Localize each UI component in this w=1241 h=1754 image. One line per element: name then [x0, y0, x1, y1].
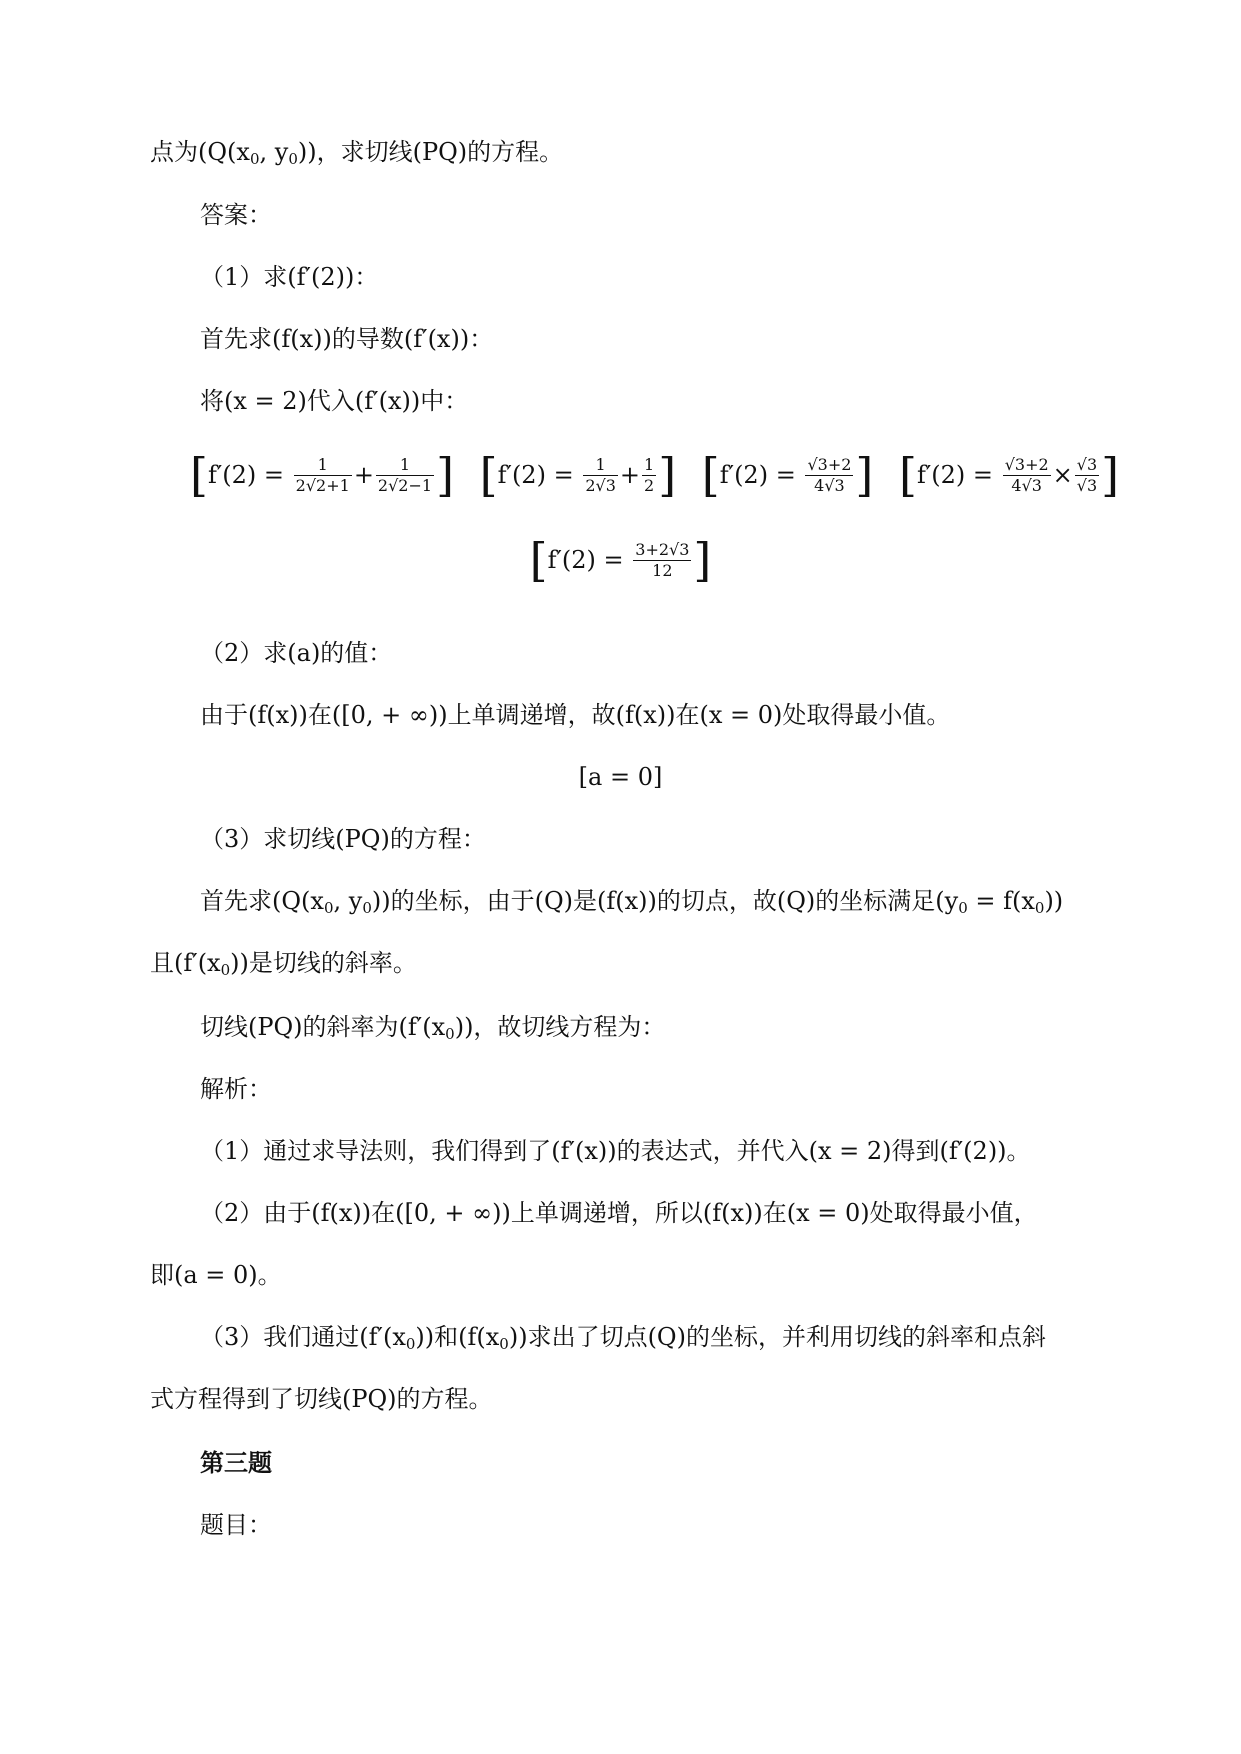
analysis-1: （1）通过求导法则，我们得到了(f′(x))的表达式，并代入(x = 2)得到(f′(2))。	[200, 1137, 1031, 1165]
equation-4: [f′(2) = $\frac{√3+2}{4√3}$ × $\frac{√3}{√3}$ ]	[899, 448, 1120, 502]
step3-slope-text: 切线(PQ)的斜率为$(f'(x_0))$，故切线方程为：	[200, 1013, 666, 1043]
answer-label: 答案：	[200, 201, 272, 229]
step1-title: （1）求(f′(2))：	[200, 263, 379, 291]
analysis-label: 解析：	[200, 1075, 272, 1103]
step3-paragraph-line2: 且$(f'(x_0))$是切线的斜率。	[150, 949, 417, 979]
text: ))，求切线(PQ)的方程。	[297, 138, 564, 166]
step2-text: 由于(f(x))在([0, + ∞))上单调递增，故(f(x))在(x = 0)处取得最小值。	[200, 701, 951, 729]
analysis-3-cont: 式方程得到了切线(PQ)的方程。	[150, 1385, 493, 1413]
question-3-heading: 第三题	[200, 1448, 272, 1477]
analysis-2-cont: 即(a = 0)。	[150, 1261, 282, 1289]
question-3-label: 题目：	[200, 1511, 272, 1539]
equation-1: [f′(2) = $\frac{1}{2√2+1}$ + $\frac{1}{2√2-1}$ ]	[190, 448, 455, 502]
line-tangent-question-end	[150, 135, 563, 169]
step3-title: （3）求切线(PQ)的方程：	[200, 825, 486, 853]
step1-derivative-text: 首先求(f(x))的导数(f′(x))：	[200, 325, 494, 353]
text: 点为(Q(x	[150, 138, 250, 166]
equation-row-1	[190, 448, 1137, 502]
subscript: 0	[288, 150, 298, 168]
equation-2: [f′(2) = $\frac{1}{2√3}$ + $\frac{1}{2}$ ]	[479, 448, 677, 502]
step3-paragraph-line1: 首先求($Q(x_0$, $y_0$))的坐标，由于(Q)是(f(x))的切点，故(Q)的坐标满足$(y_0 = f(x_0))$	[200, 887, 1064, 917]
step2-equation: [a = 0]	[578, 763, 663, 791]
equation-3: [f′(2) = $\frac{√3+2}{4√3}$ ]	[701, 448, 874, 502]
step2-title: （2）求(a)的值：	[200, 639, 393, 667]
step1-substitute-text: 将(x = 2)代入(f′(x))中：	[200, 387, 469, 415]
text: , y	[259, 138, 289, 166]
subscript: 0	[249, 150, 260, 168]
analysis-3: （3）我们通过$(f'(x_0))$和$(f(x_0))$求出了切点(Q)的坐标，并利用切线的斜率和点斜	[200, 1323, 1046, 1353]
equation-5: [f′(2) = $\frac{3+2√3}{12}$ ]	[529, 533, 712, 587]
analysis-2: （2）由于(f(x))在([0, + ∞))上单调递增，所以(f(x))在(x = 0)处取得最小值，	[200, 1199, 1038, 1227]
